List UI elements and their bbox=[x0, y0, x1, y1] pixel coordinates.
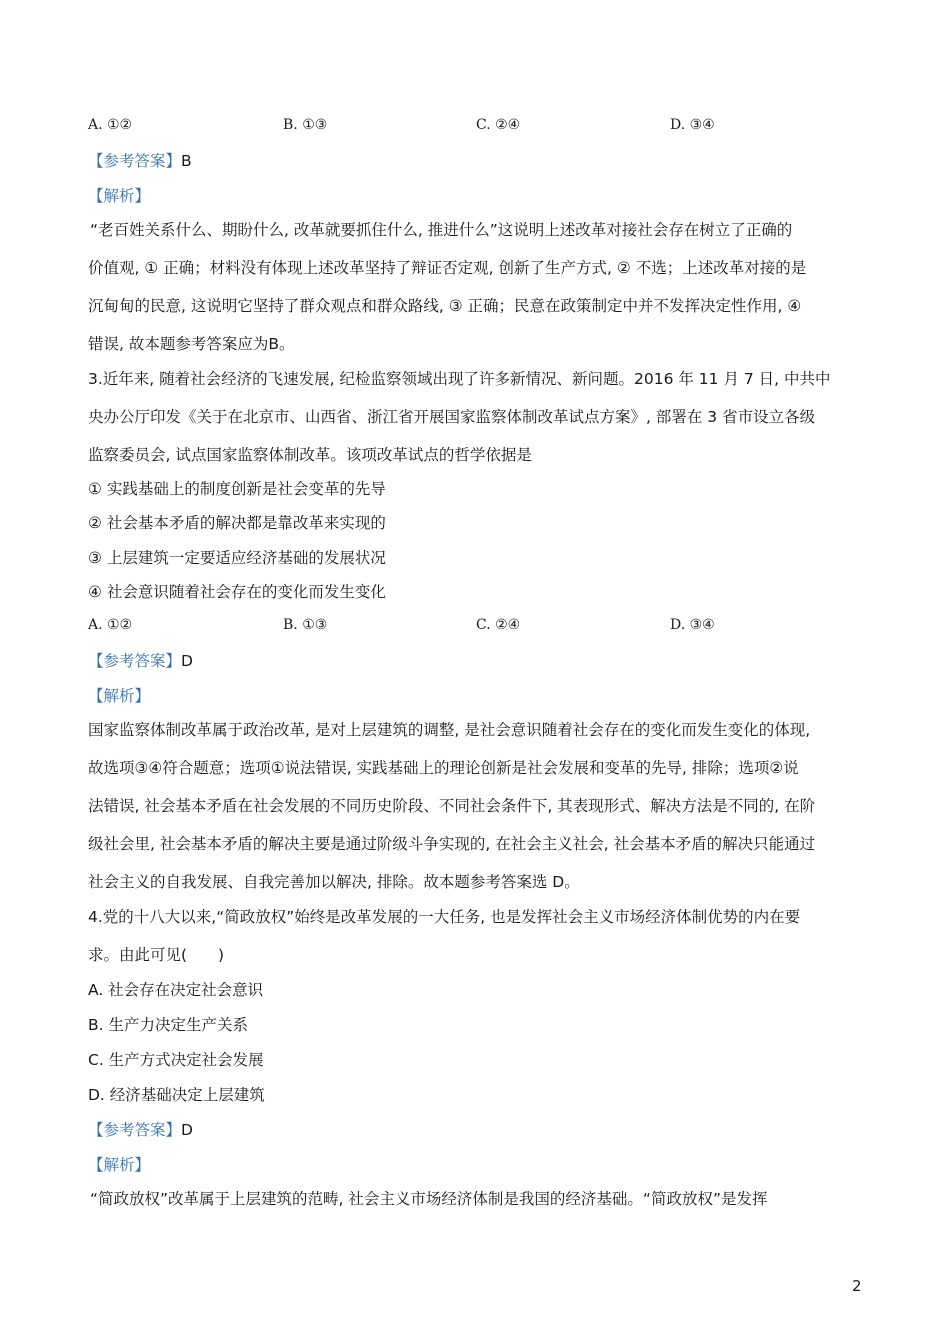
q4-stem-line: 4.党的十八大以来,“简政放权”始终是改革发展的一大任务, 也是发挥社会主义市场经济体制优势的内在要 bbox=[88, 908, 801, 926]
q2-analysis-line: 沉甸甸的民意, 这说明它坚持了群众观点和群众路线, ③ 正确；民意在政策制定中并不发挥决定性作用, ④ bbox=[88, 297, 802, 315]
q3-stem-line: 监察委员会, 试点国家监察体制改革。该项改革试点的哲学依据是 bbox=[88, 446, 532, 464]
q4-option-a: A. 社会存在决定社会意识 bbox=[88, 981, 264, 999]
q3-answer bbox=[88, 651, 193, 671]
q2-option-b: B. ①③ bbox=[283, 117, 328, 133]
q2-option-d: D. ③④ bbox=[670, 117, 715, 133]
q4-option-c: C. 生产方式决定社会发展 bbox=[88, 1051, 264, 1069]
q3-option-b: B. ①③ bbox=[283, 617, 328, 633]
q3-statement: ④ 社会意识随着社会存在的变化而发生变化 bbox=[88, 583, 386, 601]
q2-option-c: C. ②④ bbox=[476, 117, 521, 133]
answer-value: D bbox=[181, 652, 193, 670]
q3-analysis-label: 【解析】 bbox=[88, 687, 151, 705]
q3-analysis-line: 法错误, 社会基本矛盾在社会发展的不同历史阶段、不同社会条件下, 其表现形式、解决方法是不同的, 在阶 bbox=[88, 797, 816, 815]
q4-stem-line: 求。由此可见( ) bbox=[88, 946, 225, 964]
q2-answer bbox=[88, 151, 192, 171]
q4-analysis-label: 【解析】 bbox=[88, 1156, 151, 1174]
answer-label: 【参考答案】 bbox=[88, 1121, 182, 1139]
answer-label: 【参考答案】 bbox=[88, 652, 182, 670]
q3-option-a: A. ①② bbox=[88, 617, 133, 633]
q3-analysis-line: 级社会里, 社会基本矛盾的解决主要是通过阶级斗争实现的, 在社会主义社会, 社会基本矛盾的解决只能通过 bbox=[88, 835, 816, 853]
page-number: 2 bbox=[852, 1277, 862, 1295]
q3-stem-line: 央办公厅印发《关于在北京市、山西省、浙江省开展国家监察体制改革试点方案》, 部署在 3 省市设立各级 bbox=[88, 408, 816, 426]
q2-analysis-line: “老百姓关系什么、期盼什么, 改革就要抓住什么, 推进什么”这说明上述改革对接社会存在树立了正确的 bbox=[90, 221, 793, 239]
q3-statement: ③ 上层建筑一定要适应经济基础的发展状况 bbox=[88, 549, 386, 567]
q2-options bbox=[88, 117, 788, 137]
q3-analysis-line: 社会主义的自我发展、自我完善加以解决, 排除。故本题参考答案选 D。 bbox=[88, 873, 580, 891]
q3-statement: ① 实践基础上的制度创新是社会变革的先导 bbox=[88, 480, 386, 498]
q3-statement: ② 社会基本矛盾的解决都是靠改革来实现的 bbox=[88, 514, 386, 532]
q3-option-d: D. ③④ bbox=[670, 617, 715, 633]
q2-option-a: A. ①② bbox=[88, 117, 133, 133]
q4-answer bbox=[88, 1120, 193, 1140]
q2-analysis-line: 错误, 故本题参考答案应为B。 bbox=[88, 335, 295, 353]
answer-label: 【参考答案】 bbox=[88, 152, 182, 170]
q2-analysis-label: 【解析】 bbox=[88, 187, 151, 205]
q3-option-c: C. ②④ bbox=[476, 617, 521, 633]
q3-analysis-line: 国家监察体制改革属于政治改革, 是对上层建筑的调整, 是社会意识随着社会存在的变化而发生变化的体现, bbox=[88, 721, 811, 739]
answer-value: D bbox=[181, 1121, 193, 1139]
q3-stem-line: 3.近年来, 随着社会经济的飞速发展, 纪检监察领域出现了许多新情况、新问题。2016 年 11 月 7 日, 中共中 bbox=[88, 370, 831, 388]
q4-option-b: B. 生产力决定生产关系 bbox=[88, 1016, 248, 1034]
q3-analysis-line: 故选项③④符合题意；选项①说法错误, 实践基础上的理论创新是社会发展和变革的先导, 排除；选项②说 bbox=[88, 759, 799, 777]
answer-value: B bbox=[181, 152, 192, 170]
q4-option-d: D. 经济基础决定上层建筑 bbox=[88, 1086, 265, 1104]
q3-options bbox=[88, 617, 788, 637]
q4-analysis-line: “简政放权”改革属于上层建筑的范畴, 社会主义市场经济体制是我国的经济基础。“简政放权”是发挥 bbox=[90, 1190, 768, 1208]
q2-analysis-line: 价值观, ① 正确；材料没有体现上述改革坚持了辩证否定观, 创新了生产方式, ② 不选；上述改革对接的是 bbox=[88, 259, 807, 277]
